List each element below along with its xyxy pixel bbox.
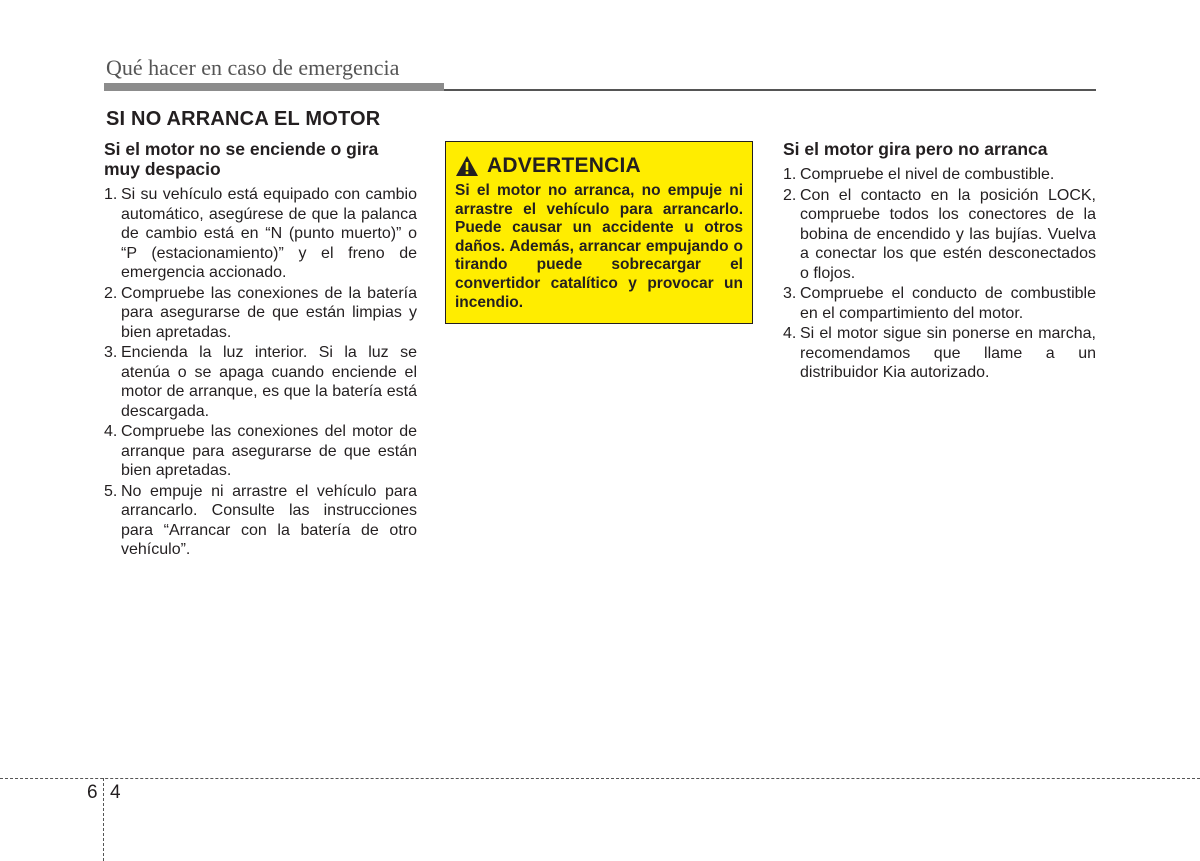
list-item <box>104 284 417 343</box>
right-column <box>783 139 1096 384</box>
header-rule-thick <box>104 83 444 91</box>
header-rule-thin <box>444 89 1096 91</box>
step-number: 3. <box>783 285 797 302</box>
running-header: Qué hacer en caso de emergencia <box>106 55 400 80</box>
step-text: Compruebe el nivel de combustible. <box>800 166 1055 183</box>
step-number: 2. <box>104 284 118 302</box>
list-item <box>783 165 1096 185</box>
footer-rule <box>0 778 1200 779</box>
step-text: Encienda la luz interior. Si la luz se atenúa o se apaga cuando enciende el motor de arranque, es que la batería está descargada. <box>121 344 417 420</box>
page-number: 4 <box>110 782 121 803</box>
step-text: Si su vehículo está equipado con cambio automático, asegúrese de que la palanca de cambio está en “N (punto muerto)” o “P (estacionamiento)” y el freno de emergencia accionado. <box>121 186 417 281</box>
warning-box <box>445 141 753 324</box>
list-item <box>104 185 417 283</box>
footer-divider <box>103 778 104 861</box>
left-steps-list <box>104 185 417 560</box>
step-text: No empuje ni arrastre el vehículo para arrancarlo. Consulte las instrucciones para “Arrancar con la batería de otro vehículo”. <box>121 482 417 558</box>
warning-title: ADVERTENCIA <box>487 154 641 177</box>
step-text: Si el motor sigue sin ponerse en marcha, recomendamos que llame a un distribuidor Kia autorizado. <box>800 325 1096 381</box>
right-subheading: Si el motor gira pero no arranca <box>783 139 1048 159</box>
warning-text: Si el motor no arranca, no empuje ni arrastre el vehículo para arrancarlo. Puede causar un accidente u otros daños. Además, arrancar empujando o tirando puede sobrecargar el convertidor catalítico y provocar un incendio. <box>455 182 743 311</box>
right-steps-list <box>783 165 1096 383</box>
step-number: 4. <box>783 325 797 342</box>
step-text: Compruebe las conexiones del motor de arranque para asegurarse de que están bien apretadas. <box>121 423 417 479</box>
step-number: 1. <box>783 166 797 183</box>
chapter-number: 6 <box>87 782 98 803</box>
section-title: SI NO ARRANCA EL MOTOR <box>106 108 381 130</box>
list-item <box>104 343 417 421</box>
step-number: 2. <box>783 186 797 204</box>
list-item <box>783 186 1096 284</box>
warning-header <box>455 154 743 178</box>
list-item <box>783 324 1096 383</box>
step-number: 4. <box>104 423 118 440</box>
list-item <box>104 422 417 481</box>
step-number: 5. <box>104 482 118 500</box>
left-subheading: Si el motor no se enciende o gira muy despacio <box>104 139 379 179</box>
step-text: Con el contacto en la posición LOCK, compruebe todos los conectores de la bobina de encendido y las bujías. Vuelva a conectar los que estén desconectados o flojos. <box>800 186 1096 282</box>
left-column <box>104 139 417 561</box>
warning-triangle-icon <box>455 155 479 177</box>
list-item <box>783 284 1096 323</box>
step-number: 3. <box>104 344 118 361</box>
step-text: Compruebe las conexiones de la batería para asegurarse de que están limpias y bien apretadas. <box>121 284 417 341</box>
step-number: 1. <box>104 186 118 203</box>
list-item <box>104 482 417 560</box>
step-text: Compruebe el conducto de combustible en el compartimiento del motor. <box>800 285 1096 322</box>
